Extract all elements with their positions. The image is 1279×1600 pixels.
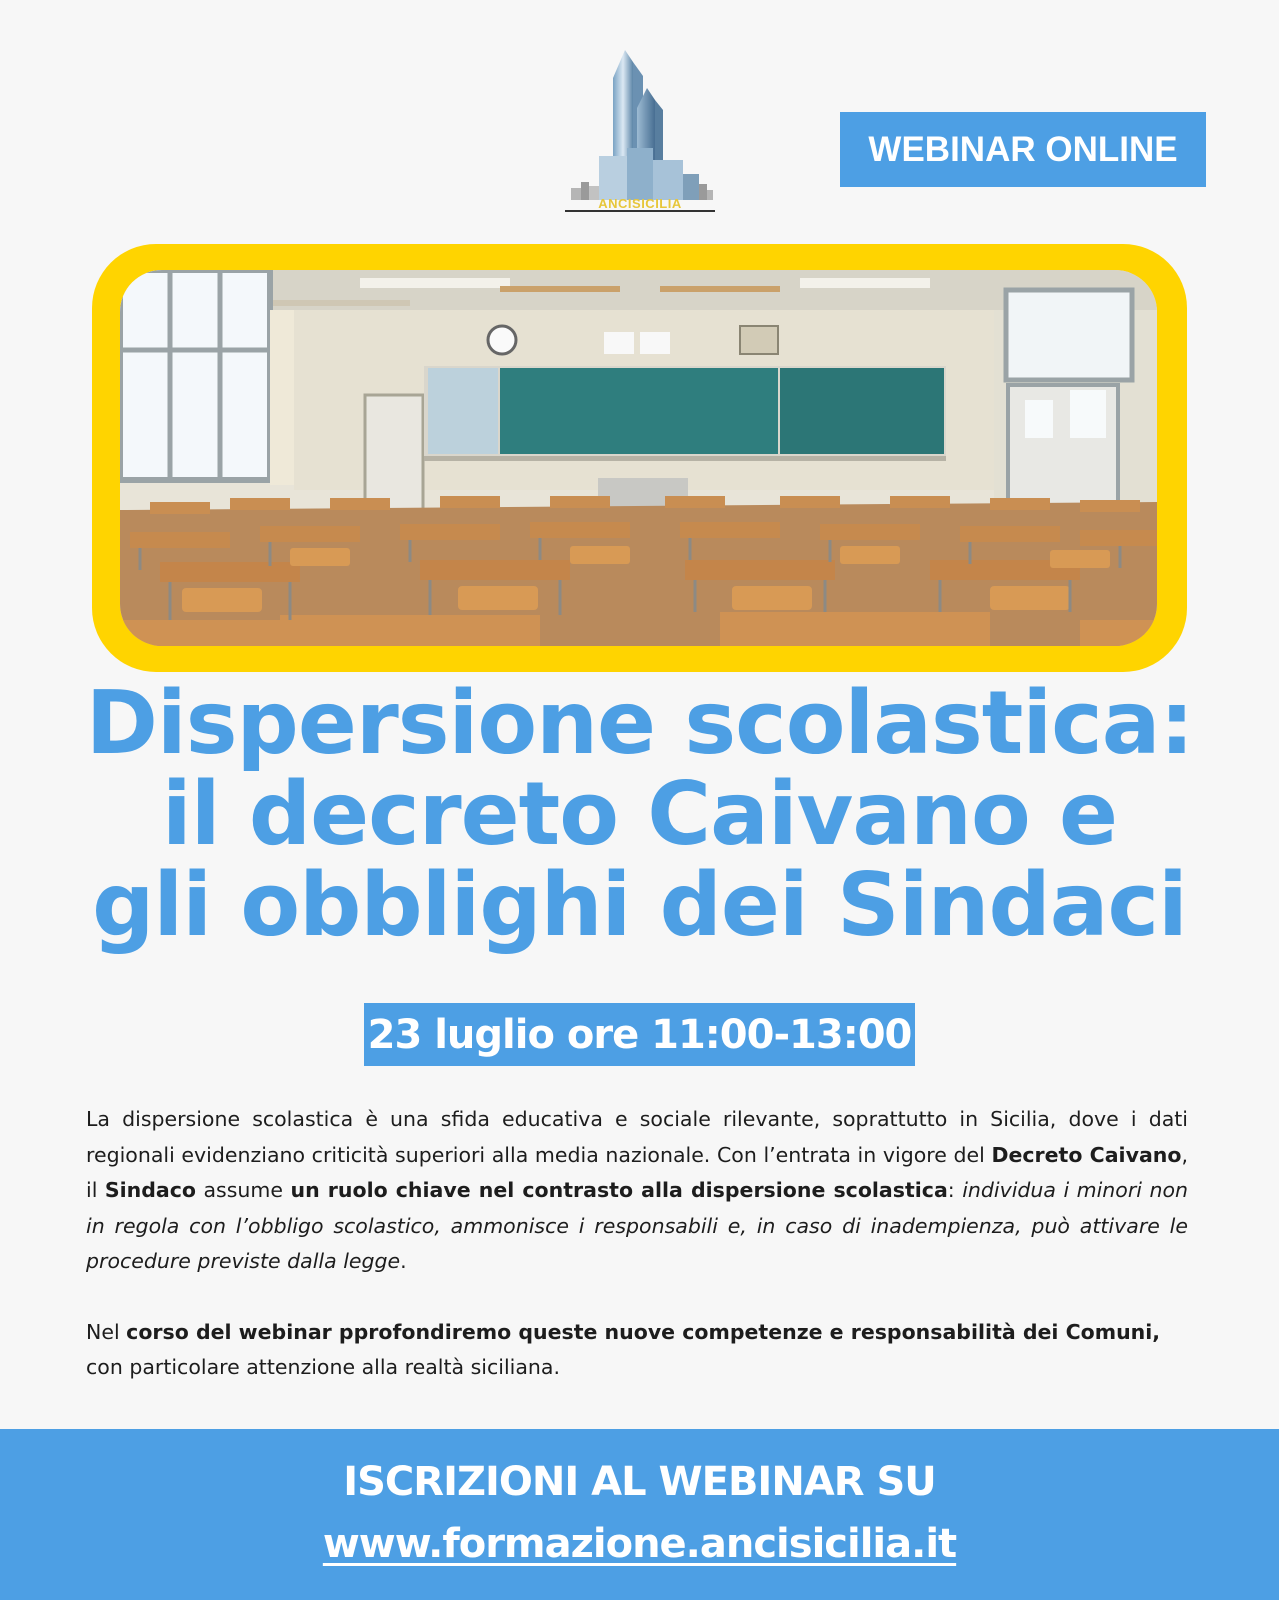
photo-frame	[92, 244, 1187, 672]
headline	[40, 672, 1239, 956]
footer-url	[0, 1521, 1279, 1567]
classroom-photo	[120, 270, 1157, 646]
footer-title: ISCRIZIONI AL WEBINAR SU	[343, 1459, 936, 1505]
text-fragment: con particolare attenzione alla realtà siciliana.	[86, 1355, 560, 1379]
description	[86, 1102, 1188, 1386]
headline-line-3: gli obblighi dei Sindaci	[92, 854, 1187, 956]
bold-fragment: corso del webinar pprofondiremo queste nuove competenze e responsabilità dei Comuni,	[126, 1319, 1161, 1344]
bold-fragment: Decreto Caivano	[991, 1142, 1182, 1167]
text-fragment: La dispersione scolastica è una sfida educativa e sociale rilevante, soprattutto in Sicilia, dove i dati regionali evidenziano criticità superiori alla media nazionale. Con l’entrata in vigore del	[86, 1107, 1188, 1167]
text-fragment: :	[947, 1178, 963, 1202]
bold-fragment: Sindaco	[104, 1178, 197, 1202]
text-fragment: .	[400, 1249, 407, 1273]
registration-link[interactable]: www.formazione.ancisicilia.it	[322, 1521, 957, 1567]
classroom-illustration	[120, 270, 1157, 646]
footer-banner	[0, 1429, 1279, 1600]
italic-fragment: individua i minori non in regola con l’obbligo scolastico, ammonisce i responsabili e, in caso di inadempienza, può attivare le procedure previste dalla legge	[86, 1178, 1188, 1273]
text-fragment: Nel	[86, 1319, 127, 1344]
text-fragment: assume	[196, 1178, 291, 1202]
text-fragment: , il	[86, 1142, 1188, 1202]
description-paragraph-2	[86, 1315, 1188, 1386]
headline-line-1: Dispersione scolastica:	[85, 672, 1194, 774]
bold-fragment: un ruolo chiave nel contrasto alla dispersione scolastica	[290, 1178, 948, 1202]
skyline-logo-icon	[565, 48, 715, 218]
headline-line-2: il decreto Caivano e	[161, 763, 1118, 865]
date-badge: 23 luglio ore 11:00-13:00	[364, 1003, 915, 1066]
description-paragraph-1	[86, 1102, 1188, 1280]
webinar-online-badge: WEBINAR ONLINE	[840, 112, 1206, 187]
logo-text: ANCISICILIA	[598, 196, 682, 211]
ancisicilia-logo	[565, 48, 715, 218]
